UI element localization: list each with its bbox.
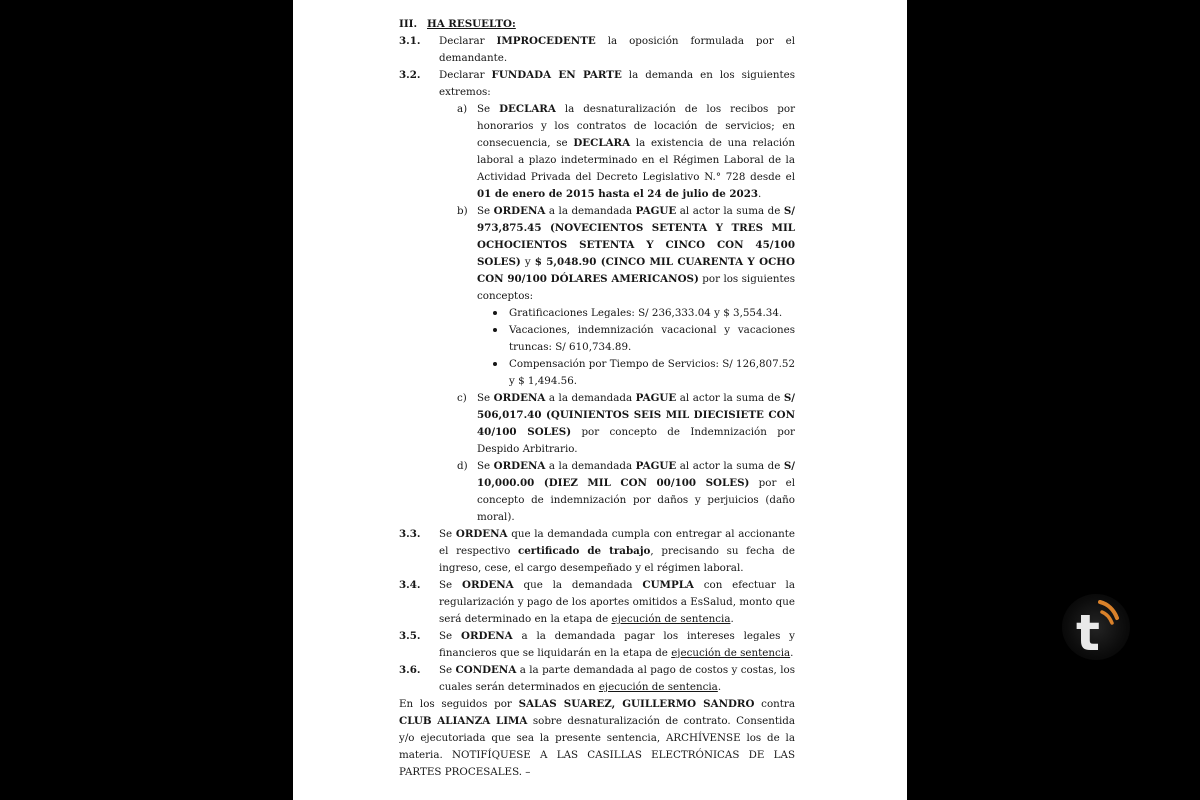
- clause-number: 3.1.: [399, 35, 421, 47]
- subclause-b: [399, 203, 795, 305]
- clause-text: y: [520, 256, 535, 268]
- watermark-logo: [1062, 594, 1130, 660]
- clause-3-4: [399, 577, 795, 628]
- clause-bold: ORDENA: [455, 528, 508, 540]
- clause-number: 3.4.: [399, 579, 421, 591]
- clause-text: Se: [477, 103, 500, 115]
- list-item: [399, 322, 795, 356]
- clause-text: a la demandada: [545, 205, 636, 217]
- clause-number: 3.2.: [399, 69, 421, 81]
- clause-bold: ORDENA: [493, 205, 546, 217]
- clause-bold: CUMPLA: [642, 579, 694, 591]
- list-item: [399, 305, 795, 322]
- clause-bold: S/ 10,000.00 (DIEZ MIL CON 00/100 SOLES): [477, 460, 796, 489]
- clause-number: 3.3.: [399, 528, 421, 540]
- subclause-d: [399, 458, 795, 526]
- document-page: [293, 0, 907, 800]
- clause-text: .: [790, 647, 794, 659]
- closing-text: contra: [754, 698, 795, 710]
- clause-text: al actor la suma de: [676, 205, 784, 217]
- clause-bold: S/ 506,017.40 (QUINIENTOS SEIS MIL DIECISIETE CON 40/100 SOLES): [477, 392, 796, 438]
- clause-text: que la demandada: [513, 579, 643, 591]
- subclause-a: [399, 101, 795, 203]
- subclause-letter: a): [457, 103, 468, 115]
- clause-bold: DECLARA: [499, 103, 556, 115]
- underlined-phrase: ejecución de sentencia: [598, 681, 718, 693]
- clause-text: por los siguientes conceptos:: [477, 273, 795, 302]
- clause-text: con efectuar la regularización y pago de los aportes omitidos a EsSalud, monto que será determinado en la etapa de: [439, 579, 795, 625]
- clause-bold: IMPROCEDENTE: [496, 35, 596, 47]
- clause-text: a la demandada: [545, 460, 636, 472]
- clause-text: Se: [477, 460, 494, 472]
- clause-3-1: [399, 33, 795, 67]
- underlined-phrase: ejecución de sentencia: [611, 613, 731, 625]
- clause-text: la oposición formulada por el demandante.: [439, 35, 795, 64]
- clause-text: .: [758, 188, 762, 200]
- list-item: [399, 356, 795, 390]
- plaintiff-name: SALAS SUAREZ, GUILLERMO SANDRO: [518, 698, 755, 710]
- clause-text: la desnaturalización de los recibos por honorarios y los contratos de locación de servicios; en consecuencia, se: [477, 103, 795, 149]
- list-item-text: Compensación por Tiempo de Servicios: S/ 126,807.52 y $ 1,494.56.: [509, 358, 795, 387]
- underlined-phrase: ejecución de sentencia: [671, 647, 791, 659]
- clause-bold: 01 de enero de 2015 hasta el 24 de julio de 2023: [477, 188, 759, 200]
- clause-3-6: [399, 662, 795, 696]
- list-item-text: Vacaciones, indemnización vacacional y vacaciones truncas: S/ 610,734.89.: [509, 324, 795, 353]
- clause-number: 3.5.: [399, 630, 421, 642]
- clause-text: Declarar: [439, 35, 497, 47]
- clause-bold: FUNDADA EN PARTE: [491, 69, 622, 81]
- clause-text: Se: [439, 664, 456, 676]
- clause-text: Se: [439, 579, 462, 591]
- t-logo-icon: [1062, 594, 1130, 660]
- clause-bold: S/ 973,875.45 (NOVECIENTOS SETENTA Y TRES MIL OCHOCIENTOS SETENTA Y CINCO CON 45/100 SOLES): [477, 205, 796, 268]
- clause-bold: PAGUE: [635, 205, 677, 217]
- clause-text: Se: [439, 528, 456, 540]
- section-title: HA RESUELTO:: [427, 18, 516, 30]
- section-number: III.: [399, 18, 418, 30]
- clause-text: por concepto de Indemnización por Despido Arbitrario.: [477, 426, 795, 455]
- logo-letter: t: [1076, 604, 1100, 660]
- clause-text: por el concepto de indemnización por daños y perjuicios (daño moral).: [477, 477, 795, 523]
- list-item-text: Gratificaciones Legales: S/ 236,333.04 y $ 3,554.34.: [509, 307, 783, 319]
- closing-paragraph: [399, 696, 795, 781]
- clause-bold: ORDENA: [493, 392, 546, 404]
- clause-text: Se: [477, 392, 494, 404]
- clause-bold: ORDENA: [461, 579, 514, 591]
- clause-text: a la demandada pagar los intereses legales y financieros que se liquidarán en la etapa de: [439, 630, 796, 659]
- subclause-letter: c): [457, 392, 467, 404]
- clause-text: Se: [477, 205, 494, 217]
- section-heading: [399, 16, 795, 33]
- clause-bold: PAGUE: [635, 460, 677, 472]
- clause-text: Se: [439, 630, 461, 642]
- clause-bold: CONDENA: [455, 664, 517, 676]
- closing-text: sobre desnaturalización de contrato. Consentida y/o ejecutoriada que sea la presente sentencia, ARCHÍVENSE los de la materia. NOTIFÍQUESE A LAS CASILLAS ELECTRÓNICAS DE LAS PARTES PROCESALES. –: [399, 715, 796, 778]
- clause-bold: ORDENA: [460, 630, 513, 642]
- resolution-body: [399, 16, 795, 781]
- clause-text: Declarar: [439, 69, 492, 81]
- clause-text: .: [730, 613, 734, 625]
- clause-text: la demanda en los siguientes extremos:: [439, 69, 795, 98]
- subclause-letter: b): [457, 205, 468, 217]
- bullet-icon: [493, 362, 497, 366]
- clause-text: al actor la suma de: [676, 392, 784, 404]
- clause-3-2: [399, 67, 795, 101]
- closing-text: En los seguidos por: [399, 698, 519, 710]
- clause-number: 3.6.: [399, 664, 421, 676]
- clause-text: a la demandada: [545, 392, 636, 404]
- clause-text: la existencia de una relación laboral a plazo indeterminado en el Régimen Laboral de la Actividad Privada del Decreto Legislativo N.° 728 desde el: [477, 137, 796, 183]
- clause-bold: $ 5,048.90 (CINCO MIL CUARENTA Y OCHO CON 90/100 DÓLARES AMERICANOS): [477, 256, 795, 285]
- bullet-icon: [493, 328, 497, 332]
- clause-text: .: [717, 681, 722, 693]
- bullet-icon: [493, 311, 497, 315]
- clause-bold: PAGUE: [635, 392, 677, 404]
- clause-bold: certificado de trabajo: [517, 545, 651, 557]
- clause-bold: ORDENA: [493, 460, 546, 472]
- clause-3-5: [399, 628, 795, 662]
- clause-text: al actor la suma de: [676, 460, 784, 472]
- clause-3-3: [399, 526, 795, 577]
- clause-bold: DECLARA: [573, 137, 631, 149]
- defendant-name: CLUB ALIANZA LIMA: [399, 715, 528, 727]
- clause-text: , precisando su fecha de ingreso, cese, el cargo desempeñado y el régimen laboral.: [439, 545, 795, 574]
- clause-text: que la demandada cumpla con entregar al accionante el respectivo: [439, 528, 796, 557]
- subclause-letter: d): [457, 460, 468, 472]
- subclause-c: [399, 390, 795, 458]
- clause-text: a la parte demandada al pago de costos y costas, los cuales serán determinados en: [439, 664, 796, 693]
